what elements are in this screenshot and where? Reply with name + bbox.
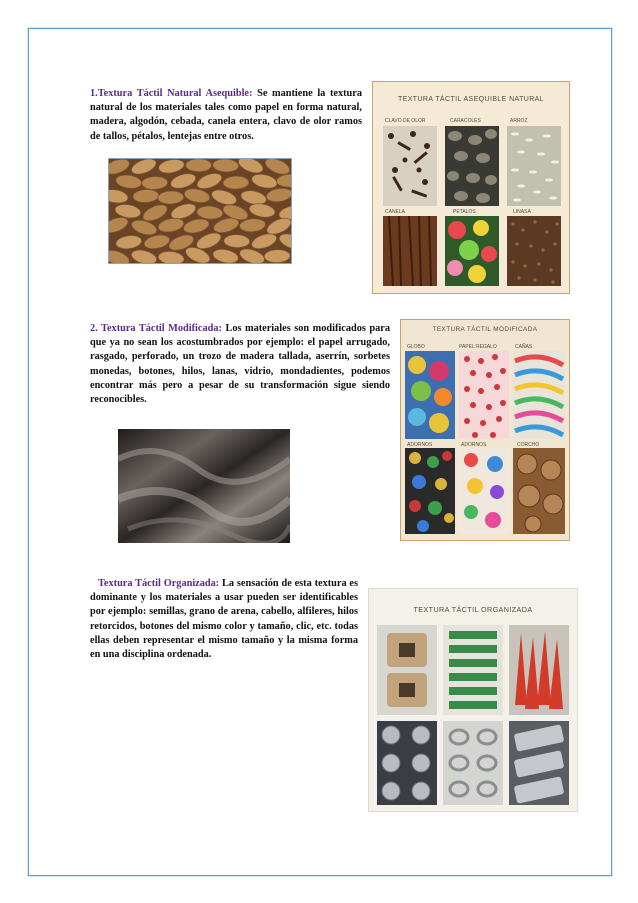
- modified-texture-panel: [400, 319, 570, 541]
- petals-swatch: [445, 216, 499, 286]
- natural-label-arroz: ARROZ: [510, 118, 528, 124]
- green-threads-swatch: [443, 625, 503, 715]
- section3-paragraph: [90, 577, 358, 662]
- natural-label-clavo: CLAVO DE OLOR: [385, 118, 426, 124]
- modified-label-canas: CAÑAS: [515, 344, 533, 350]
- section3-body: La sensación de esta textura es dominante y los materiales a usar pueden ser identificables por ejemplo: semillas, grano de arena, cabello, alfileres, hilos retorcidos, botones del mismo color y tamaño, clic, etc. todas ellas deben representar el mismo tamaño y la misma forma en una disciplina ordenada.: [90, 578, 359, 661]
- balloon-swatch: [405, 351, 455, 439]
- organized-texture-panel: [368, 588, 578, 812]
- cinnamon-swatch: [383, 216, 437, 286]
- clove-swatch: [383, 126, 437, 206]
- natural-label-canela: CANELA: [385, 209, 406, 215]
- ornaments-swatch-1: [405, 448, 455, 534]
- modified-label-globo: GLOBO: [407, 344, 425, 350]
- natural-panel-title: TEXTURA TÁCTIL ASEQUIBLE NATURAL: [397, 96, 545, 103]
- section1-paragraph: [90, 87, 362, 144]
- coins-swatch: [377, 721, 437, 805]
- satin-fabric-image: [118, 429, 290, 543]
- can-tabs-swatch: [443, 721, 503, 805]
- gift-paper-swatch: [459, 351, 509, 439]
- section3-heading: Textura Táctil Organizada:: [98, 578, 220, 589]
- section2-paragraph: [90, 322, 390, 407]
- modified-label-papel-regalo: PAPEL REGALO: [459, 344, 497, 350]
- modified-panel-title: TEXTURA TÁCTIL MODIFICADA: [432, 326, 538, 333]
- peanuts-image: [108, 158, 292, 264]
- natural-label-linasa: LINASA: [513, 209, 531, 215]
- cork-swatch: [513, 448, 565, 534]
- natural-label-caracoles: CARACOLES: [450, 118, 481, 124]
- section1-body: Se mantiene la textura natural de los materiales tales como papel en forma natural, madera, algodón, cebada, canela entera, clavo de olor ramos de tallos, pétalos, lentejas entre otros.: [90, 88, 363, 142]
- red-strips-swatch: [509, 625, 569, 715]
- organized-panel-title: TEXTURA TÁCTIL ORGANIZADA: [413, 605, 533, 614]
- ornaments-swatch-2: [459, 448, 509, 534]
- natural-texture-panel: [372, 81, 570, 294]
- natural-label-petalos: PETALOS: [453, 209, 476, 215]
- rice-swatch: [507, 126, 561, 206]
- section1-heading: 1.Textura Táctil Natural Asequible:: [90, 88, 253, 99]
- squares-swatch: [377, 625, 437, 715]
- modified-label-adornos-1: ADORNOS: [407, 442, 433, 448]
- linseed-swatch: [507, 216, 561, 286]
- modified-label-corcho: CORCHO: [517, 442, 540, 448]
- pill-packs-swatch: [509, 721, 569, 805]
- snails-swatch: [445, 126, 499, 206]
- modified-label-adornos-2: ADORNOS: [461, 442, 487, 448]
- section2-heading: 2. Textura Táctil Modificada:: [90, 323, 222, 334]
- straws-swatch: [513, 351, 565, 439]
- section2-body: Los materiales son modificados para que ya no sean los acostumbrados por ejemplo: el papel arrugado, rasgado, perforado, un trozo de madera tallada, aserrín, sorbetes monedas, botones, hilos, lanas, vidrio, mondadientes, podemos encontrar más pero a pesar de su transformación sigue siendo reconocibles.: [90, 323, 390, 406]
